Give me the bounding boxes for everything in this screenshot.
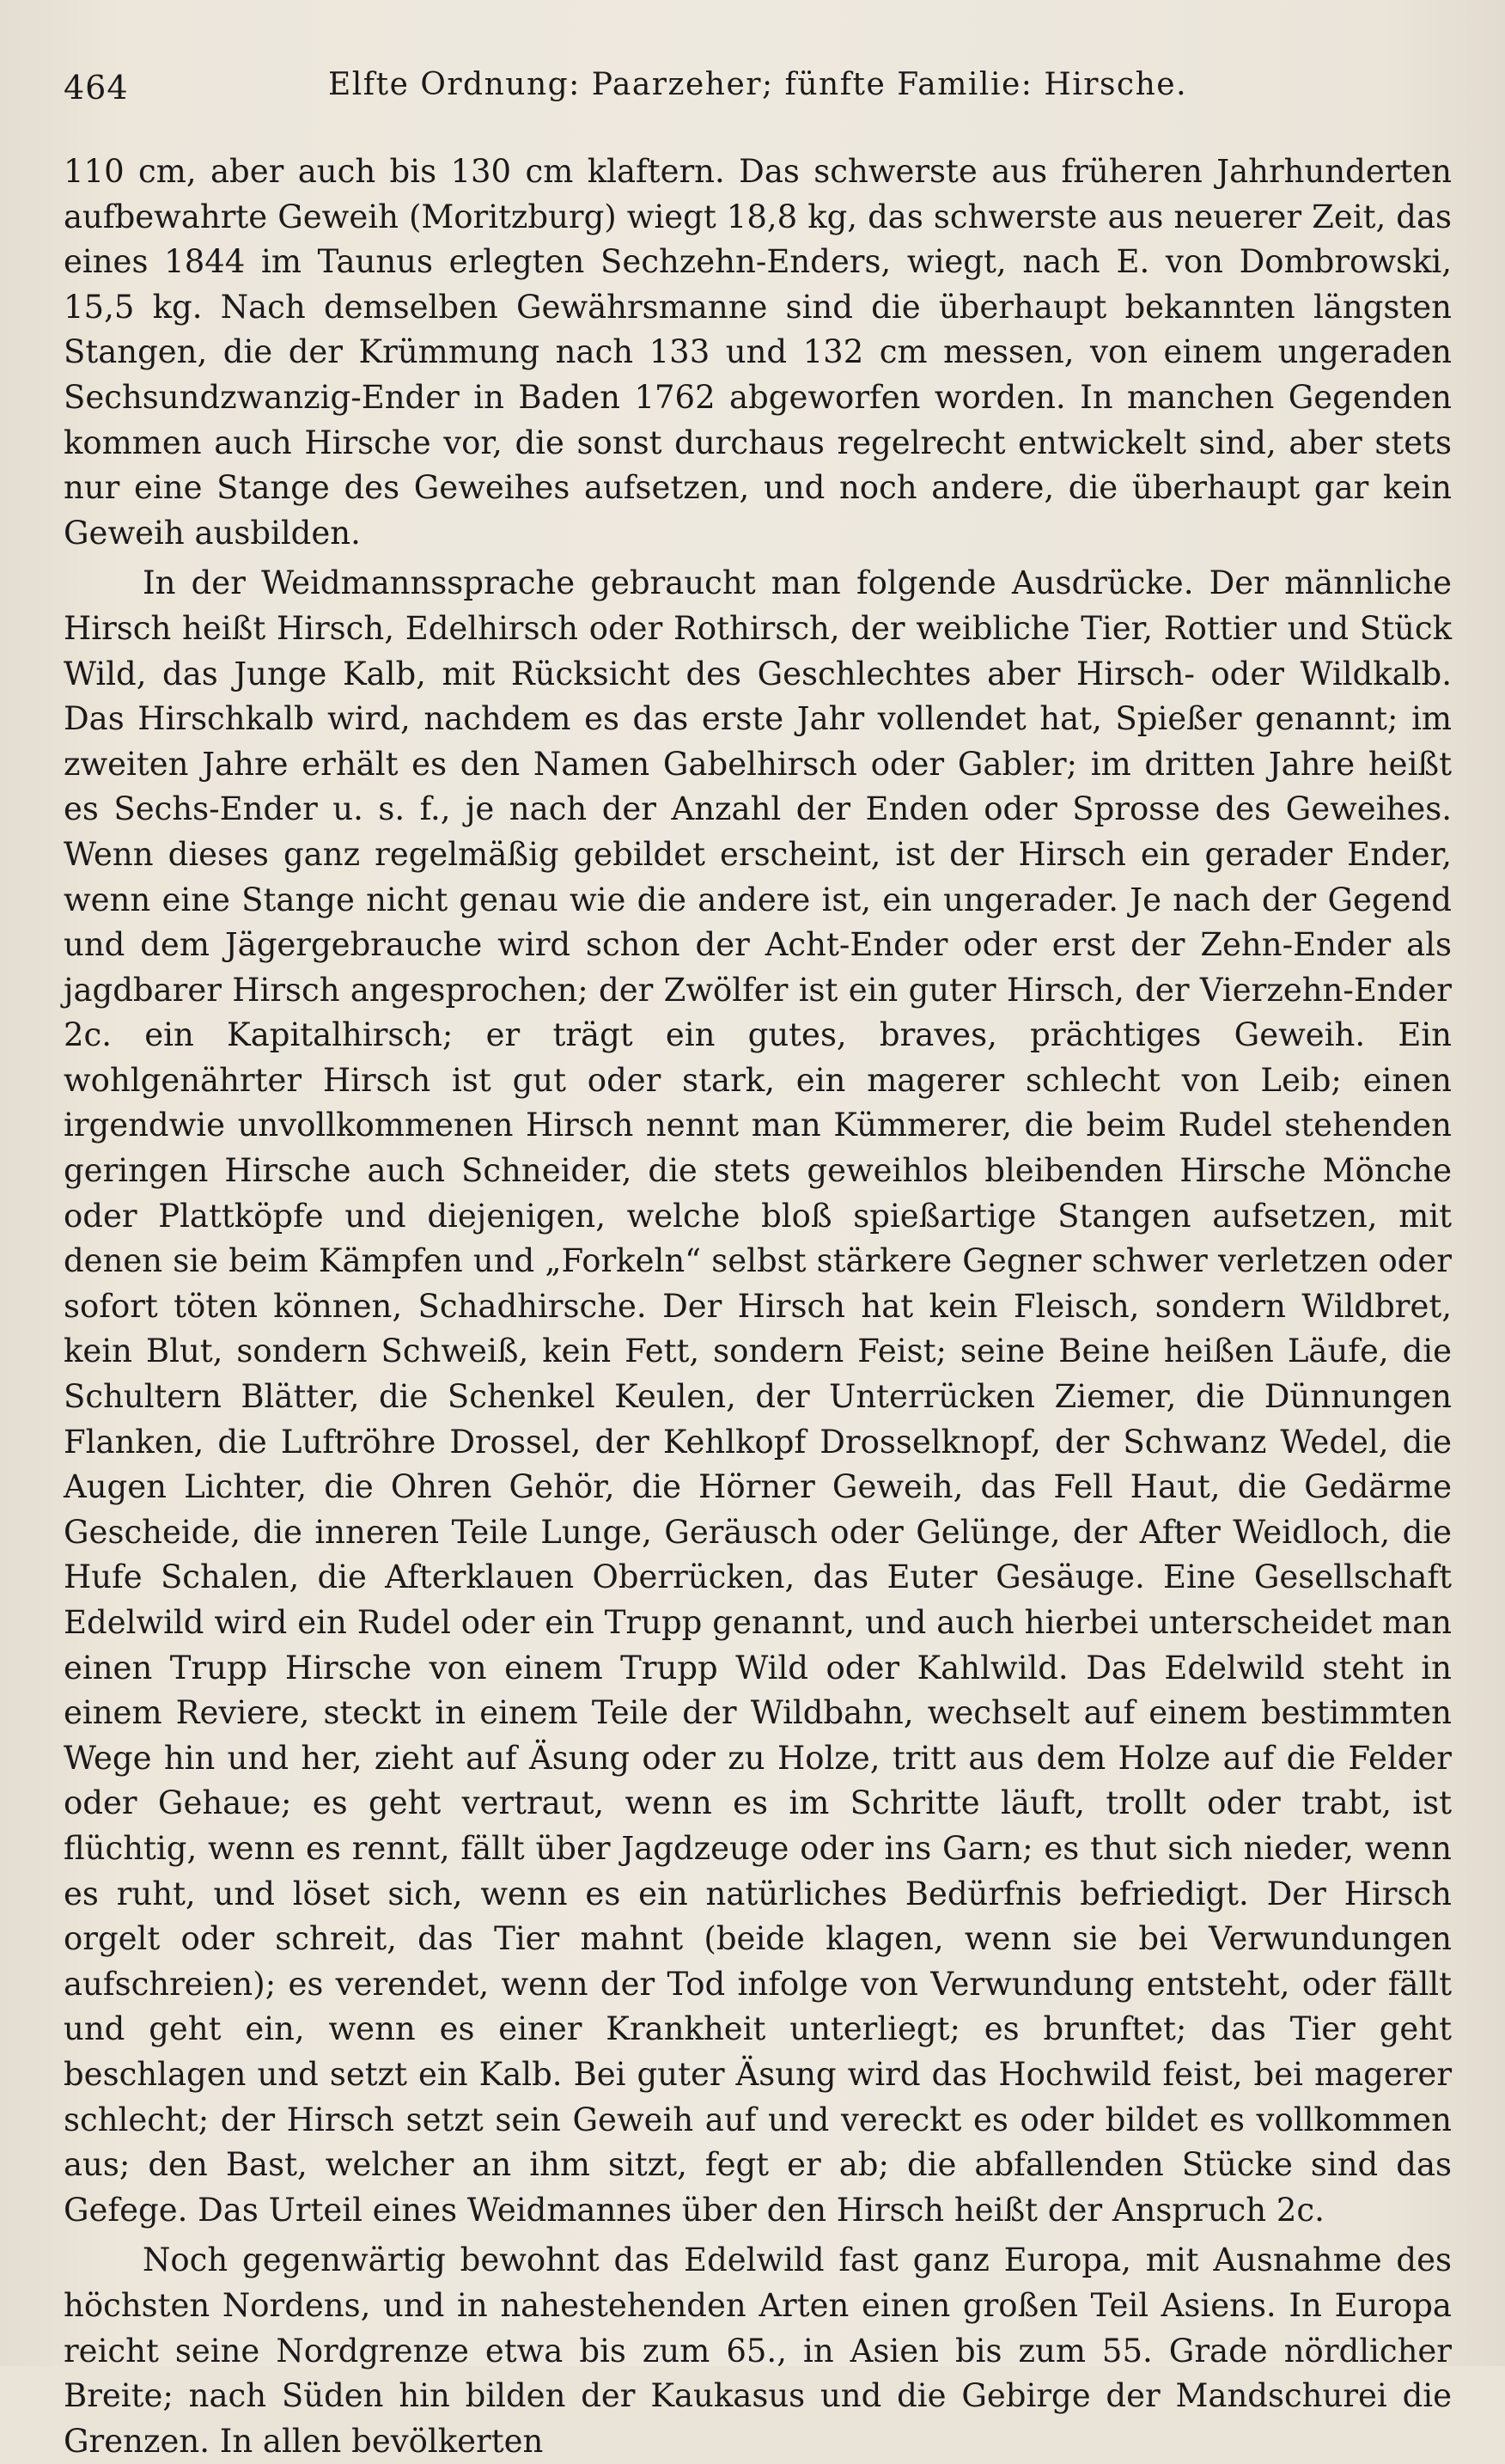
paragraph-3: Noch gegenwärtig bewohnt das Edelwild fast ganz Europa, mit Ausnahme des höchsten Nordens, und in nahestehenden Arten einen großen Teil Asiens. In Europa reicht seine Nordgrenze etwa bis zum 65., in Asien bis zum 55. Grade nördlicher Breite; nach Süden hin bilden der Kaukasus und die Gebirge der Mandschurei die Grenzen. In allen bevölkerten bbox=[64, 2241, 1452, 2460]
paragraph-1: 110 cm, aber auch bis 130 cm klaftern. Das schwerste aus früheren Jahrhunderten aufbewahrte Geweih (Moritzburg) wiegt 18,8 kg, das schwerste aus neuerer Zeit, das eines 1844 im Taunus erlegten Sechzehn-Enders, wiegt, nach E. von Dombrowski, 15,5 kg. Nach demselben Gewährsmanne sind die überhaupt bekannten längsten Stangen, die der Krümmung nach 133 und 132 cm messen, von einem ungeraden Sechsundzwanzig-Ender in Baden 1762 abgeworfen worden. In manchen Gegenden kommen auch Hirsche vor, die sonst durchaus regelrecht entwickelt sind, aber stets nur eine Stange des Geweihes aufsetzen, und noch andere, die überhaupt gar kein Geweih ausbilden. bbox=[64, 153, 1452, 552]
body-text bbox=[64, 149, 1452, 2464]
running-head bbox=[64, 60, 1452, 120]
page-number: 464 bbox=[64, 69, 129, 107]
running-head-title: Elfte Ordnung: Paarzeher; fünfte Familie: Hirsche. bbox=[327, 67, 1188, 102]
paragraph-2: In der Weidmannssprache gebraucht man folgende Ausdrücke. Der männliche Hirsch heißt Hirsch, Edelhirsch oder Rothirsch, der weibliche Tier, Rottier und Stück Wild, das Junge Kalb, mit Rücksicht des Geschlechtes aber Hirsch- oder Wildkalb. Das Hirschkalb wird, nachdem es das erste Jahr vollendet hat, Spießer genannt; im zweiten Jahre erhält es den Namen Gabelhirsch oder Gabler; im dritten Jahre heißt es Sechs-Ender u. s. f., je nach der Anzahl der Enden oder Sprosse des Geweihes. Wenn dieses ganz regelmäßig gebildet erscheint, ist der Hirsch ein gerader Ender, wenn eine Stange nicht genau wie die andere ist, ein ungerader. Je nach der Gegend und dem Jägergebrauche wird schon der Acht-Ender oder erst der Zehn-Ender als jagdbarer Hirsch angesprochen; der Zwölfer ist ein guter Hirsch, der Vierzehn-Ender 2c. ein Kapitalhirsch; er trägt ein gutes, braves, prächtiges Geweih. Ein wohlgenährter Hirsch ist gut oder stark, ein magerer schlecht von Leib; einen irgendwie unvollkommenen Hirsch nennt man Kümmerer, die beim Rudel stehenden geringen Hirsche auch Schneider, die stets geweihlos bleibenden Hirsche Mönche oder Plattköpfe und diejenigen, welche bloß spießartige Stangen aufsetzen, mit denen sie beim Kämpfen und „Forkeln“ selbst stärkere Gegner schwer verletzen oder sofort töten können, Schadhirsche. Der Hirsch hat kein Fleisch, sondern Wildbret, kein Blut, sondern Schweiß, kein Fett, sondern Feist; seine Beine heißen Läufe, die Schultern Blätter, die Schenkel Keulen, der Unterrücken Ziemer, die Dünnungen Flanken, die Luftröhre Drossel, der Kehlkopf Drosselknopf, der Schwanz Wedel, die Augen Lichter, die Ohren Gehör, die Hörner Geweih, das Fell Haut, die Gedärme Gescheide, die inneren Teile Lunge, Geräusch oder Gelünge, der After Weidloch, die Hufe Schalen, die Afterklauen Oberrücken, das Euter Gesäuge. Eine Gesellschaft Edelwild wird ein Rudel oder ein Trupp genannt, und auch hierbei unterscheidet man einen Trupp Hirsche von einem Trupp Wild oder Kahlwild. Das Edelwild steht in einem Reviere, steckt in einem Teile der Wildbahn, wechselt auf einem bestimmten Wege hin und her, zieht auf Äsung oder zu Holze, tritt aus dem Holze auf die Felder oder Gehaue; es geht vertraut, wenn es im Schritte läuft, trollt oder trabt, ist flüchtig, wenn es rennt, fällt über Jagdzeuge oder ins Garn; es thut sich nieder, wenn es ruht, und löset sich, wenn es ein natürliches Bedürfnis befriedigt. Der Hirsch orgelt oder schreit, das Tier mahnt (beide klagen, wenn sie bei Verwundungen aufschreien); es verendet, wenn der Tod infolge von Verwundung entsteht, oder fällt und geht ein, wenn es einer Krankheit unterliegt; es brunftet; das Tier geht beschlagen und setzt ein Kalb. Bei guter Äsung wird das Hochwild feist, bei magerer schlecht; der Hirsch setzt sein Geweih auf und vereckt es oder bildet es vollkommen aus; den Bast, welcher an ihm sitzt, fegt er ab; die abfallenden Stücke sind das Gefege. Das Urteil eines Weidmannes über den Hirsch heißt der Anspruch 2c. bbox=[64, 564, 1452, 2229]
